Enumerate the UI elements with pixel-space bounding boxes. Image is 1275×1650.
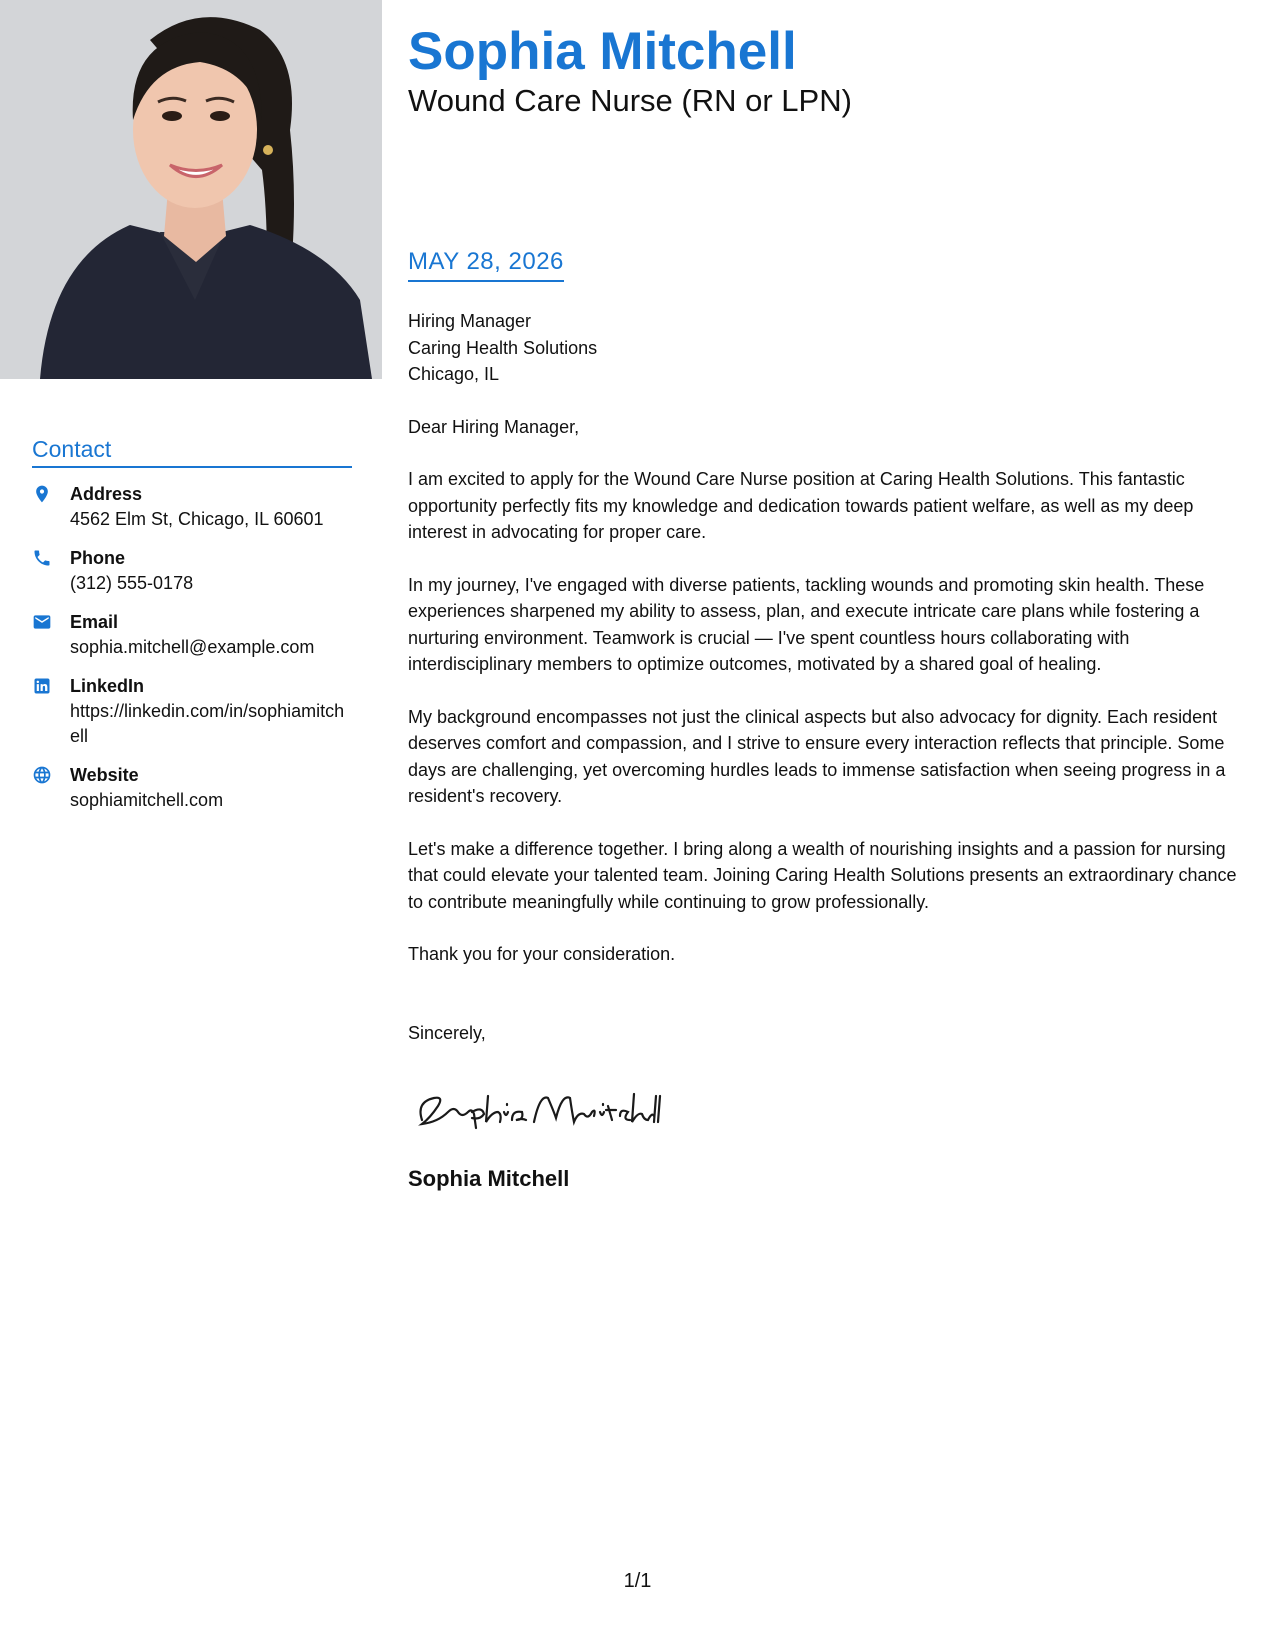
contact-section	[32, 436, 352, 827]
contact-heading: Contact	[32, 436, 352, 468]
job-title: Wound Care Nurse (RN or LPN)	[408, 83, 852, 118]
linkedin-icon	[32, 674, 70, 749]
phone-label: Phone	[70, 548, 126, 568]
email-value[interactable]: sophia.mitchell@example.com	[70, 637, 315, 657]
paragraph: In my journey, I've engaged with diverse patients, tackling wounds and promoting skin health. These experiences sharpened my ability to assess, plan, and execute intricate care plans while fostering a nurturing environment. Teamwork is crucial — I've spent countless hours collaborating with interdisciplinary members to optimize outcomes, motivated by a shared goal of healing.	[408, 574, 1205, 674]
recipient-line: Caring Health Solutions	[408, 337, 598, 358]
location-pin-icon	[32, 482, 70, 532]
contact-item-website	[32, 763, 352, 813]
contact-item-email	[32, 610, 352, 660]
address-label: Address	[70, 484, 143, 504]
globe-icon	[32, 763, 70, 813]
paragraph: I am excited to apply for the Wound Care Nurse position at Caring Health Solutions. This fantastic opportunity perfectly fits my knowledge and dedication towards patient welfare, as well as my deep interest in advocating for proper care.	[408, 469, 1194, 542]
linkedin-label: LinkedIn	[70, 676, 145, 696]
page-number: 1/1	[623, 1570, 652, 1592]
contact-item-linkedin	[32, 674, 352, 749]
email-label: Email	[70, 612, 119, 632]
paragraph: Thank you for your consideration.	[408, 944, 676, 964]
profile-photo	[0, 0, 382, 379]
phone-icon	[32, 546, 70, 596]
recipient-line: Chicago, IL	[408, 364, 500, 384]
recipient-block	[408, 308, 1238, 388]
address-value: 4562 Elm St, Chicago, IL 60601	[70, 509, 324, 529]
salutation: Dear Hiring Manager,	[408, 416, 580, 437]
contact-item-address	[32, 482, 352, 532]
website-label: Website	[70, 765, 139, 785]
contact-item-phone	[32, 546, 352, 596]
paragraph: My background encompasses not just the clinical aspects but also advocacy for dignity. Each resident deserves comfort and compassion, and I strive to ensure every interaction reflects that principle. Some days are challenging, yet overcoming hurdles leads to immense satisfaction when seeing progress in a resident's recovery.	[408, 706, 1226, 806]
recipient-line: Hiring Manager	[408, 311, 532, 331]
signature-image	[408, 1072, 668, 1142]
letter-date-wrap	[408, 248, 564, 282]
header	[408, 22, 1238, 120]
envelope-icon	[32, 610, 70, 660]
letter-body	[408, 308, 1238, 1193]
signed-name: Sophia Mitchell	[408, 1166, 570, 1191]
linkedin-value[interactable]: https://linkedin.com/in/sophiamitchell	[70, 701, 345, 746]
letter-date: MAY 28, 2026	[408, 248, 564, 282]
applicant-name: Sophia Mitchell	[408, 22, 797, 81]
paragraph: Let's make a difference together. I bring along a wealth of nourishing insights and a passion for nursing that could elevate your talented team. Joining Caring Health Solutions presents an extraordinary chance to contribute meaningfully while continuing to grow professionally.	[408, 838, 1237, 912]
website-value[interactable]: sophiamitchell.com	[70, 790, 224, 810]
phone-value[interactable]: (312) 555-0178	[70, 573, 194, 593]
closing: Sincerely,	[408, 1022, 486, 1043]
